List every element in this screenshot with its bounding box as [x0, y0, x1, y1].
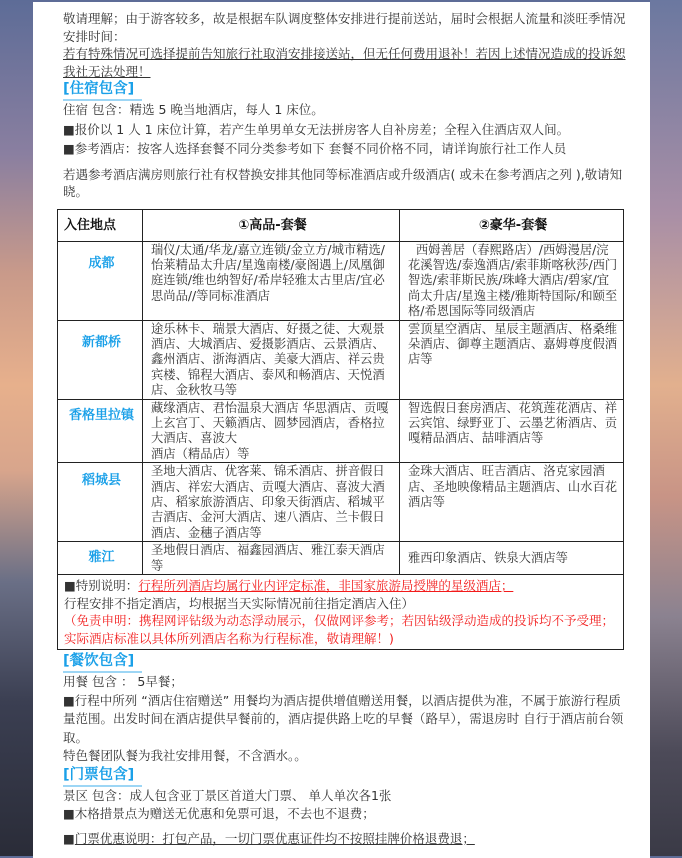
intro-warning: 若有特殊情况可选择提前告知旅行社取消安排接送站，但无任何费用退补！若因上述情况造成的投诉恕我社无法处理！ — [63, 46, 626, 79]
lodging-heading: [住宿包含] — [63, 80, 142, 101]
deluxe-hotels-cell: 雅西印象酒店、铁泉大酒店等 — [400, 542, 624, 575]
standard-hotels-cell: 瑞仪/太通/华龙/嘉立连锁/金立方/城市精选/怡莱精品太升店/星逸南楼/豪阁遇上/凤凰御庭连锁/维也纳智好/希岸轻雅太古里店/宜必思尚品//等同标准酒店 — [143, 241, 400, 320]
table-row — [58, 399, 624, 463]
deluxe-hotels-cell: 西姆善居（春熙路店）/西姆漫居/浣花溪智选/泰逸酒店/索菲斯喀秋莎/西门智选/索菲斯民族/珠峰大酒店/碧家/宜尚太升店/星逸主楼/雅斯特国际/和颐至格/希恩国际等同级酒店 — [400, 241, 624, 320]
tickets-line: ■木格措景点为赠送无优惠和免票可退，不去也不退费； — [63, 806, 375, 822]
standard-hotels-cell: 圣地大酒店、优客莱、锦禾酒店、拼音假日酒店、祥宏大酒店、贡嘎大酒店、喜波大酒店、稻家旅游酒店、印象天街酒店、稻城平吉酒店、金河大酒店、速八酒店、兰卡假日酒店、金穗子酒店等 — [143, 463, 400, 542]
table-header-row — [58, 209, 624, 241]
header-deluxe: ②豪华-套餐 — [400, 209, 624, 241]
location-cell: 成都 — [58, 241, 143, 320]
note-line: 行程安排不指定酒店，均根据当天实际情况前往指定酒店入住） — [64, 595, 415, 611]
tickets-heading: [门票包含] — [63, 766, 142, 787]
lodging-line: 住宿 包含：精选 5 晚当地酒店，每人 1 床位。 — [63, 102, 324, 117]
intro-section — [63, 10, 629, 201]
document-panel — [33, 2, 650, 858]
deluxe-hotels-cell: 雲顶星空酒店、星辰主题酒店、格桑维朵酒店、御尊主题酒店、嘉姆尊度假酒店等 — [400, 320, 624, 399]
header-location: 入住地点 — [58, 209, 143, 241]
header-standard: ①高品-套餐 — [143, 209, 400, 241]
lodging-line: ■报价以 1 人 1 床位计算，若产生单男单女无法拼房客人自补房差；全程入住酒店双人间。 — [63, 121, 570, 137]
table-row — [58, 320, 624, 399]
meals-tickets-section — [63, 652, 629, 848]
standard-hotels-text: 藏缘酒店、君怡温泉大酒店 华思酒店、贡嘎上玄宫丁、天籁酒店、圆梦园酒店，香格拉大酒店、喜波大 — [151, 400, 389, 446]
background-image — [650, 0, 682, 856]
table-row — [58, 241, 624, 320]
meals-line: 用餐 包含 ： 5早餐； — [63, 674, 183, 690]
special-note-cell — [58, 575, 624, 650]
meals-line: ■行程中所列 “酒店住宿赠送” 用餐均为酒店提供增值赠送用餐，以酒店提供为准，不属于旅游行程质量范围。出发时间在酒店提供早餐前的，酒店提供路上吃的早餐（路早），需退房时 自行于酒店前台领取。 — [63, 692, 624, 745]
ticket-discount-line — [63, 830, 629, 849]
standard-hotels-cell — [143, 399, 400, 463]
location-cell: 雅江 — [58, 542, 143, 575]
deluxe-hotels-cell: 智选假日套房酒店、花筑莲花酒店、祥云宾馆、绿野亚丁、云墨艺術酒店、贡嘎精品酒店、喆啡酒店等 — [400, 399, 624, 463]
note-rating-standard: 行程所列酒店均属行业内评定标准，非国家旅游局授牌的星级酒店； — [138, 578, 514, 594]
lodging-line: ■参考酒店：按客人选择套餐不同分类参考如下 套餐不同价格不同，请详询旅行社工作人员 — [63, 141, 567, 156]
disclaimer-text: （免责申明：携程网评钻级为动态浮动展示，仅做网评参考；若因钻级浮动造成的投诉均不予受理；实际酒店标准以具体所列酒店名称为行程标准，敬请理解！) — [64, 613, 615, 646]
note-prefix: ■特别说明： — [64, 578, 139, 594]
meals-heading: [餐饮包含] — [63, 652, 142, 673]
table-note-row — [58, 575, 624, 650]
table-row — [58, 542, 624, 575]
location-cell: 香格里拉镇 — [58, 399, 143, 463]
table-row — [58, 463, 624, 542]
location-cell: 稻城县 — [58, 463, 143, 542]
standard-hotels-cell: 圣地假日酒店、福鑫园酒店、雅江泰天酒店等 — [143, 542, 400, 575]
tickets-line: 景区 包含：成人包含亚丁景区首道大门票、 单人单次各1张 — [63, 787, 392, 803]
standard-hotels-text: 酒店（精品店）等 — [151, 446, 250, 461]
meals-line: 特色餐团队餐为我社安排用餐，不含酒水。。 — [63, 748, 307, 764]
deluxe-hotels-cell: 金珠大酒店、旺吉酒店、洛克家园酒店、圣地映像精品主题酒店、山水百花酒店等 — [400, 463, 624, 542]
standard-hotels-cell: 途乐林卡、瑞景大酒店、好摄之徒、大观景酒店、大城酒店、爱摄影酒店、云景酒店、鑫州酒店、浙海酒店、美豪大酒店、祥云贵宾楼、锦程大酒店、泰风和畅酒店、天悦酒店、金秋牧马等 — [143, 320, 400, 399]
lodging-line: 若遇参考酒店满房则旅行社有权替换安排其他同等标准酒店或升级酒店( 或未在参考酒店之列 ),敬请知晓。 — [63, 166, 623, 199]
hotel-table — [57, 209, 624, 651]
ticket-discount-text: 门票优惠说明：打包产品，一切门票优惠证件均不按照挂牌价格退费退； — [74, 830, 475, 846]
bullet: ■ — [63, 830, 75, 846]
location-cell: 新都桥 — [58, 320, 143, 399]
intro-text: 敬请理解；由于游客较多，故是根据车队调度整体安排进行提前送站，届时会根据人流量和淡旺季情况安排时间： — [63, 11, 626, 44]
